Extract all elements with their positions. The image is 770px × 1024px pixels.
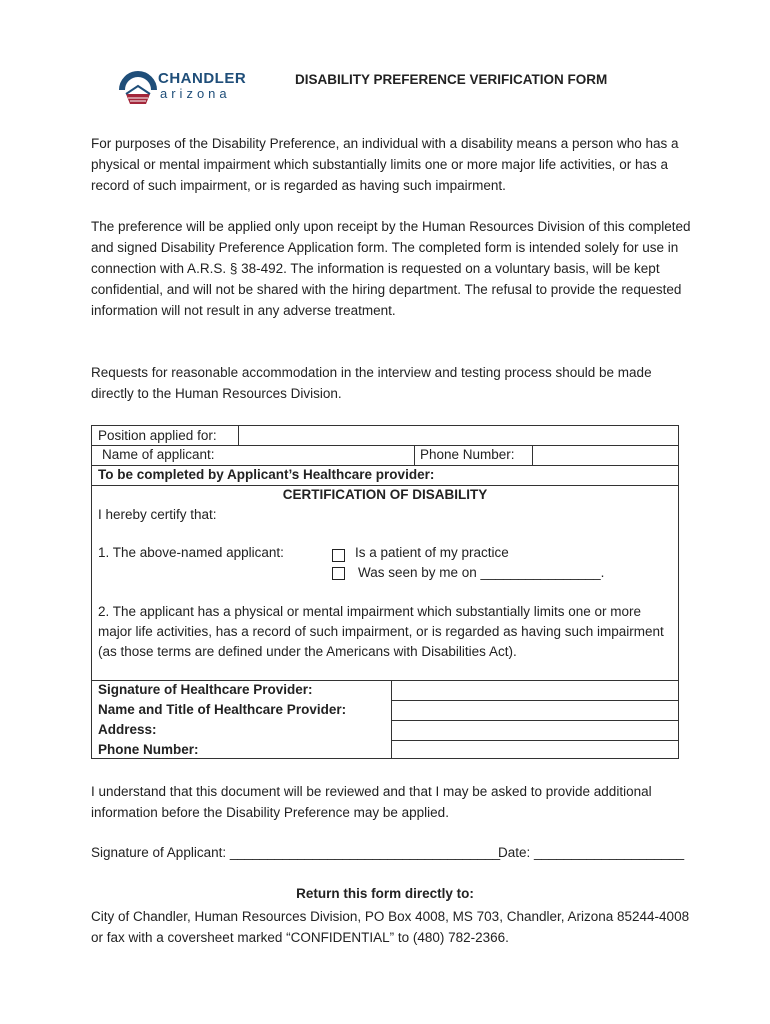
- option-patient-label: Is a patient of my practice: [355, 545, 509, 560]
- item2-text: 2. The applicant has a physical or mental impairment which substantially limits one or more major life activities, has a record of such impairment, or is regarded as having such impairment (as those terms are defined under the Americans with Disabilities Act).: [98, 604, 664, 659]
- return-heading: Return this form directly to:: [296, 886, 474, 901]
- provider-address-input[interactable]: [393, 721, 677, 739]
- healthcare-heading: To be completed by Applicant’s Healthcare provider:: [98, 467, 435, 482]
- provider-name-title-label: Name and Title of Healthcare Provider:: [98, 702, 347, 717]
- item1-label: 1. The above-named applicant:: [98, 545, 284, 560]
- intro-paragraph: For purposes of the Disability Preference, an individual with a disability means a person who has a physical or mental impairment which substantially limits one or more major life activities, or has a record of such impairment, or is regarded as having such impairment.: [91, 136, 679, 193]
- seen-checkbox[interactable]: [332, 567, 345, 580]
- position-input[interactable]: [240, 427, 677, 444]
- applicant-signature-line[interactable]: Signature of Applicant: ____________________________________: [91, 845, 501, 860]
- patient-checkbox[interactable]: [332, 549, 345, 562]
- page-title: DISABILITY PREFERENCE VERIFICATION FORM: [295, 72, 608, 87]
- verification-form-table: [91, 425, 679, 759]
- chandler-seal-icon: [116, 64, 160, 108]
- position-label: Position applied for:: [98, 428, 217, 443]
- logo-subtitle: arizona: [160, 86, 231, 101]
- certify-text: I hereby certify that:: [98, 507, 217, 522]
- acknowledgement-paragraph: I understand that this document will be reviewed and that I may be asked to provide additional information before the Disability Preference may be applied.: [91, 784, 652, 820]
- applicant-name-input[interactable]: [240, 446, 413, 464]
- phone-label: Phone Number:: [420, 447, 515, 462]
- accommodation-paragraph: Requests for reasonable accommodation in the interview and testing process should be made directly to the Human Resources Division.: [91, 365, 652, 401]
- chandler-logo: [116, 64, 246, 108]
- provider-phone-label: Phone Number:: [98, 742, 199, 757]
- applicant-name-label: Name of applicant:: [102, 447, 215, 462]
- provider-phone-input[interactable]: [393, 741, 677, 758]
- certification-heading: CERTIFICATION OF DISABILITY: [282, 487, 488, 502]
- date-line[interactable]: Date: ____________________: [498, 845, 685, 860]
- provider-address-label: Address:: [98, 722, 157, 737]
- provider-signature-label: Signature of Healthcare Provider:: [98, 682, 313, 697]
- option-seen-label: Was seen by me on ________________.: [358, 565, 605, 580]
- provider-name-title-input[interactable]: [393, 701, 677, 719]
- logo-name: CHANDLER: [158, 70, 247, 87]
- provider-signature-input[interactable]: [393, 681, 677, 699]
- phone-input[interactable]: [534, 446, 677, 464]
- preference-paragraph: The preference will be applied only upon receipt by the Human Resources Division of this completed and signed Disability Preference Application form. The completed form is intended solely for use in connection with A.R.S. § 38-492. The information is requested on a voluntary basis, will be kept confidential, and will not be shared with the hiring department. The refusal to provide the requested information will not result in any adverse treatment.: [91, 219, 691, 318]
- return-address: City of Chandler, Human Resources Division, PO Box 4008, MS 703, Chandler, Arizona 85244-4008 or fax with a coversheet marked “CONFIDENTIAL” to (480) 782-2366.: [91, 909, 690, 945]
